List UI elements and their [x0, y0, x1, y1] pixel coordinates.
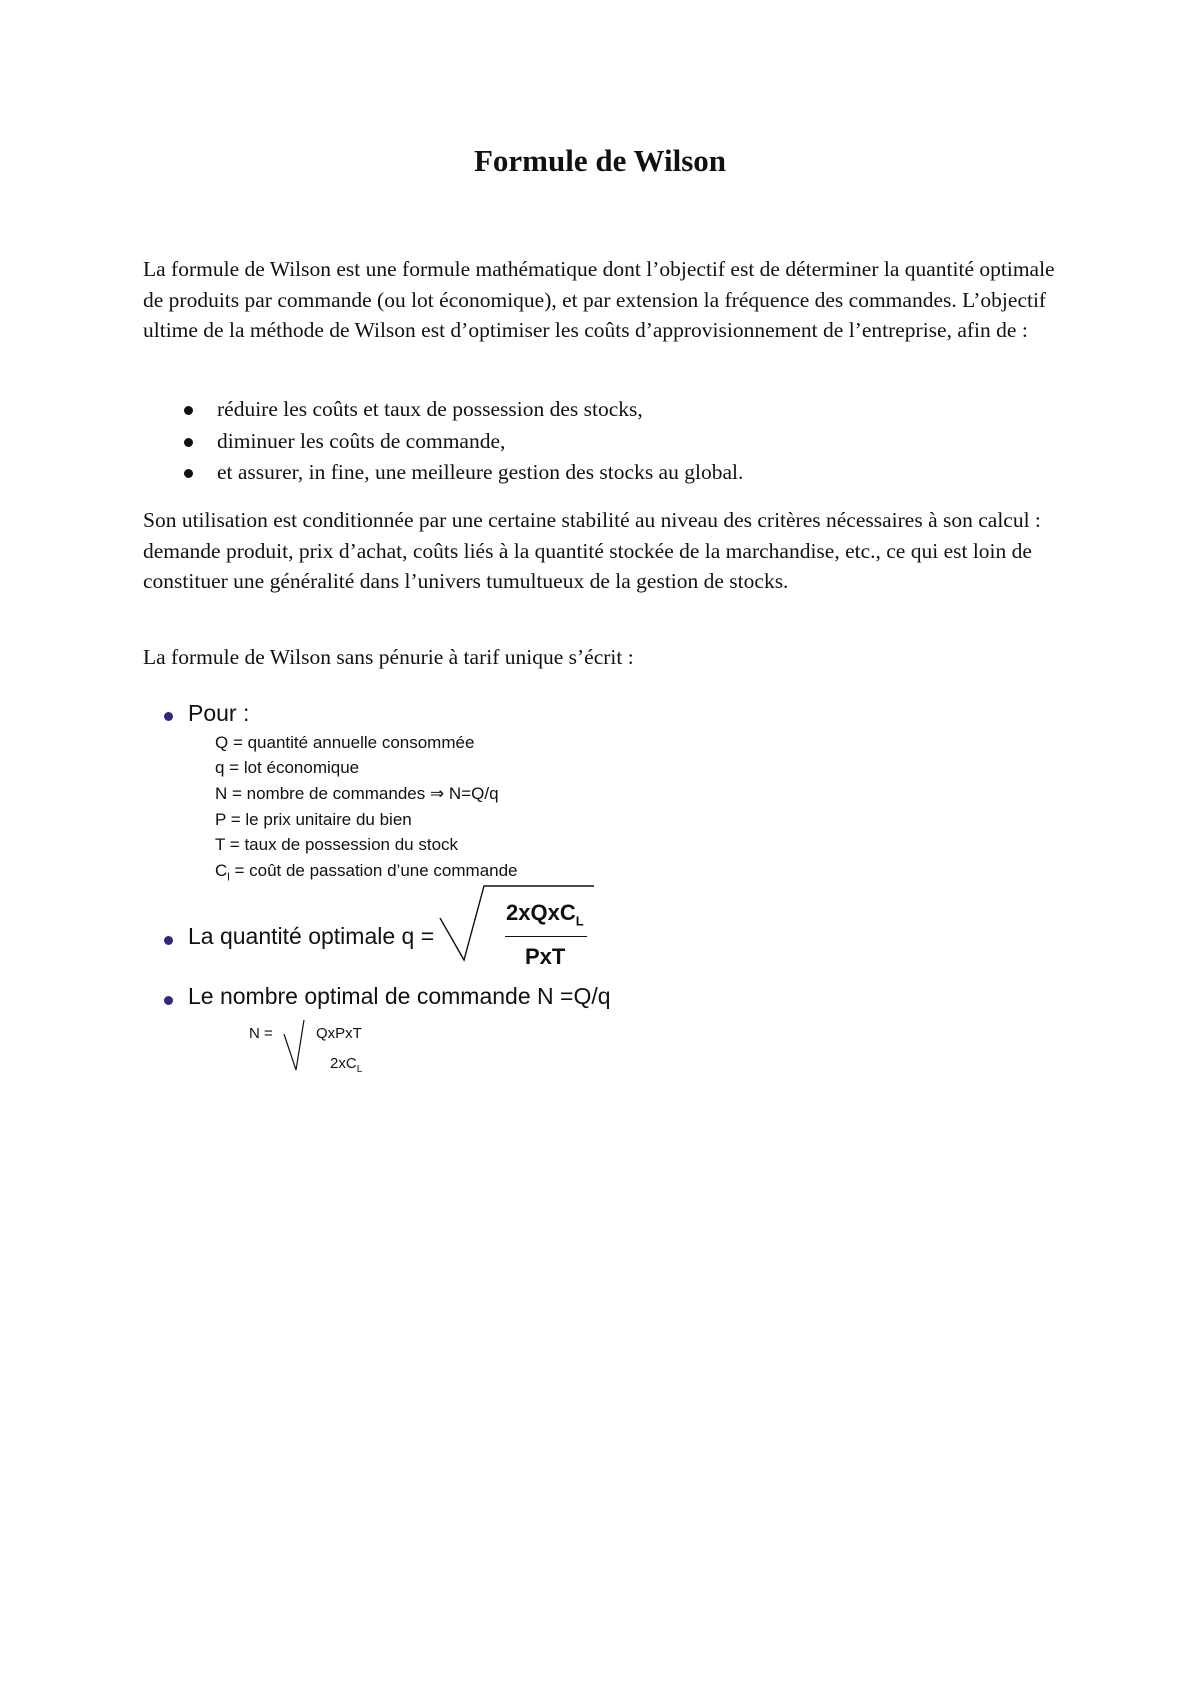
fraction-bar [505, 936, 587, 937]
definition-Q: Q = quantité annuelle consommée [215, 733, 475, 752]
n-prefix: N = [249, 1025, 273, 1042]
list-item: diminuer les coûts de commande, [143, 426, 743, 458]
page-title: Formule de Wilson [473, 143, 727, 178]
definition-q: q = lot économique [215, 758, 360, 777]
q-denominator: PxT [525, 944, 566, 969]
bullet-icon [164, 936, 173, 945]
bullet-icon [164, 996, 173, 1005]
definition-T: T = taux de possession du stock [215, 835, 459, 854]
bullet-icon [164, 712, 173, 721]
optimal-quantity-label: La quantité optimale q = [188, 923, 435, 949]
n-denominator: $2xC_L$ [330, 1055, 363, 1075]
definition-C: $C_l$ = coût de passation d’une commande [215, 861, 518, 884]
n-numerator: QxPxT [316, 1025, 362, 1042]
list-item: et assurer, in fine, une meilleure gestion des stocks au global. [143, 457, 743, 489]
formula-intro: La formule de Wilson sans pénurie à tarif unique s’écrit : [143, 645, 634, 669]
definition-P: P = le prix unitaire du bien [215, 810, 412, 829]
pour-label: Pour : [188, 700, 250, 726]
definition-N: N = nombre de commandes ⇒ N=Q/q [215, 784, 499, 803]
conditions-paragraph: Son utilisation est conditionnée par une certaine stabilité au niveau des critères nécessaires à son calcul : demande produit, prix d’achat, coûts liés à la quantité stockée de la marchandise, etc., ce qui est loin de constituer une généralité dans l’univers tumultueux de la gestion de stocks. [143, 508, 1041, 593]
intro-paragraph: La formule de Wilson est une formule mathématique dont l’objectif est de déterminer la quantité optimale de produits par commande (ou lot économique), et par extension la fréquence des commandes. L’objectif ultime de la méthode de Wilson est d’optimiser les coûts d’approvisionnement de l’entreprise, afin de : [143, 257, 1055, 342]
q-numerator: 2xQxC$_L$ [506, 900, 584, 929]
list-item: réduire les coûts et taux de possession des stocks, [143, 394, 743, 426]
optimal-number-label: Le nombre optimal de commande N =Q/q [188, 983, 611, 1009]
